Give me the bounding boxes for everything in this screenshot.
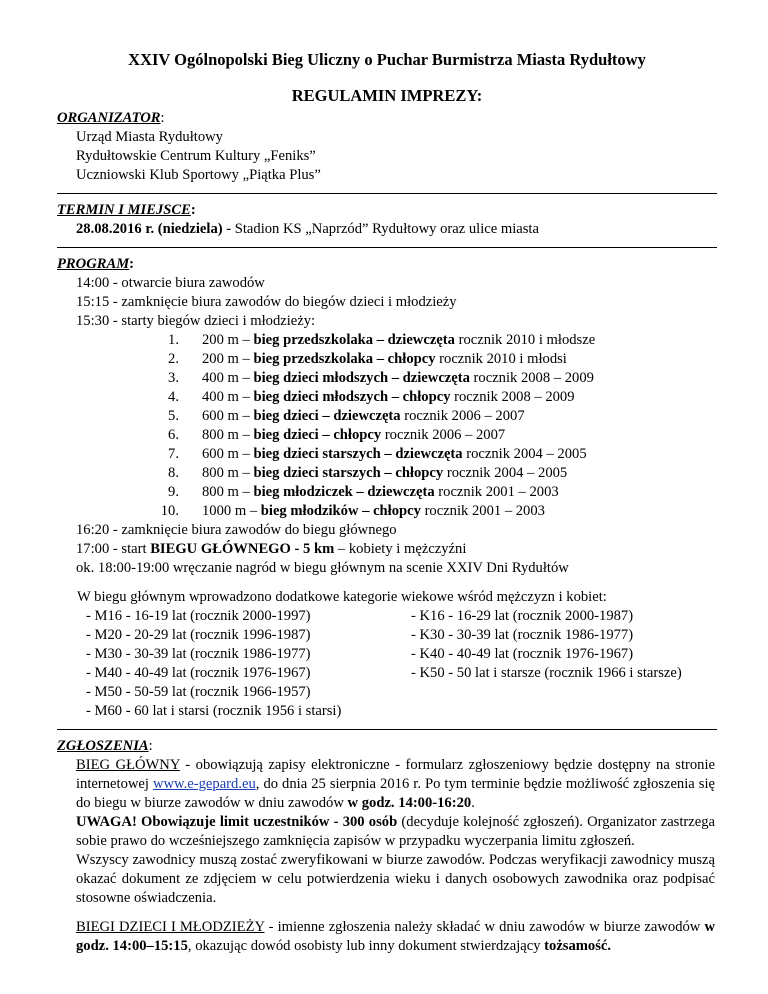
race-item: 1. 200 m – bieg przedszkolaka – dziewczęta rocznik 2010 i młodsze <box>168 332 596 348</box>
category-item: - K50 - 50 lat i starsze (rocznik 1966 i starsze) <box>411 665 682 681</box>
category-item: - K30 - 30-39 lat (rocznik 1986-1977) <box>411 627 634 643</box>
program-heading: PROGRAM: <box>57 256 135 272</box>
category-item: - M60 - 60 lat i starsi (rocznik 1956 i starsi) <box>86 703 342 719</box>
organizer-item: Uczniowski Klub Sportowy „Piątka Plus” <box>76 167 321 183</box>
category-item: - M20 - 20-29 lat (rocznik 1996-1987) <box>86 627 311 643</box>
event-place: Stadion KS „Naprzód” Rydułtowy oraz ulice miasta <box>231 221 539 237</box>
category-item: - M16 - 16-19 lat (rocznik 2000-1997) <box>86 608 311 624</box>
event-date: 28.08.2016 r. (niedziela) - <box>76 221 232 237</box>
race-item: 5. 600 m – bieg dzieci – dziewczęta rocznik 2006 – 2007 <box>168 408 525 424</box>
organizer-heading: ORGANIZATOR: <box>57 110 165 126</box>
program-line: 14:00 - otwarcie biura zawodów <box>76 275 265 291</box>
verification-note: Wszyscy zawodnicy muszą zostać zweryfikowani w biurze zawodów. Podczas weryfikacji zawodnicy muszą okazać dokument ze zdjęciem w celu potwierdzenia wieku i danych osobowych zawodnika oraz podpisać stosowne oświadczenia. <box>76 852 715 906</box>
race-item: 4. 400 m – bieg dzieci młodszych – chłopcy rocznik 2008 – 2009 <box>168 389 575 405</box>
program-line: 15:30 - starty biegów dzieci i młodzieży: <box>76 313 316 329</box>
categories-intro: W biegu głównym wprowadzono dodatkowe kategorie wiekowe wśród mężczyzn i kobiet: <box>77 589 607 605</box>
termin-details <box>57 220 717 239</box>
category-item: - K40 - 40-49 lat (rocznik 1976-1967) <box>411 646 634 662</box>
program-line: 17:00 - start BIEGU GŁÓWNEGO - 5 km – kobiety i mężczyźni <box>76 541 467 557</box>
document-subtitle: REGULAMIN IMPREZY: <box>291 86 483 105</box>
organizer-item: Urząd Miasta Rydułtowy <box>76 129 223 145</box>
men-categories <box>77 607 386 721</box>
race-item: 9. 800 m – bieg młodziczek – dziewczęta rocznik 2001 – 2003 <box>168 484 559 500</box>
registration-heading: ZGŁOSZENIA: <box>57 738 153 754</box>
program-section <box>57 247 717 721</box>
race-item: 6. 800 m – bieg dzieci – chłopcy rocznik 2006 – 2007 <box>168 427 506 443</box>
participant-limit-note: UWAGA! Obowiązuje limit uczestników - 300 osób (decyduje kolejność zgłoszeń). Organizator zastrzega sobie prawo do wcześniejszego zamknięcia zapisów w przypadku wyczerpania limitu zgłoszeń. <box>76 814 715 849</box>
termin-heading: TERMIN I MIEJSCE: <box>57 202 196 218</box>
race-item: 7. 600 m – bieg dzieci starszych – dziewczęta rocznik 2004 – 2005 <box>168 446 587 462</box>
program-line: ok. 18:00-19:00 wręczanie nagród w biegu głównym na scenie XXIV Dni Rydułtów <box>76 560 569 576</box>
race-item: 8. 800 m – bieg dzieci starszych – chłopcy rocznik 2004 – 2005 <box>168 465 568 481</box>
main-race-registration: BIEG GŁÓWNY - obowiązują zapisy elektroniczne - formularz zgłoszeniowy będzie dostępny na stronie internetowej www.e-gepard.eu, do dnia 25 sierpnia 2016 r. Po tym terminie będzie możliwość zgłoszenia się do biegu w biurze zawodów w dniu zawodów w godz. 14:00-16:20. <box>76 757 715 811</box>
document-page <box>57 50 717 956</box>
race-item: 2. 200 m – bieg przedszkolaka – chłopcy rocznik 2010 i młodsi <box>168 351 567 367</box>
termin-section <box>57 193 717 239</box>
kids-registration: BIEGI DZIECI I MŁODZIEŻY - imienne zgłoszenia należy składać w dniu zawodów w biurze zawodów w godz. 14:00–15:15, okazując dowód osobisty lub inny dokument stwierdzający tożsamość. <box>76 919 715 954</box>
race-item: 10. 1000 m – bieg młodzików – chłopcy rocznik 2001 – 2003 <box>160 503 545 519</box>
women-categories <box>386 607 682 721</box>
program-line: 16:20 - zamknięcie biura zawodów do biegu głównego <box>76 522 397 538</box>
category-item: - M40 - 40-49 lat (rocznik 1976-1967) <box>86 665 311 681</box>
race-item: 3. 400 m – bieg dzieci młodszych – dziewczęta rocznik 2008 – 2009 <box>168 370 594 386</box>
age-categories <box>57 588 717 721</box>
category-item: - K16 - 16-29 lat (rocznik 2000-1987) <box>411 608 634 624</box>
document-title: XXIV Ogólnopolski Bieg Uliczny o Puchar Burmistrza Miasta Rydułtowy <box>128 50 646 69</box>
category-item: - M30 - 30-39 lat (rocznik 1986-1977) <box>86 646 311 662</box>
race-list <box>57 331 717 521</box>
organizer-section <box>57 109 717 185</box>
category-item: - M50 - 50-59 lat (rocznik 1966-1957) <box>86 684 311 700</box>
registration-link[interactable]: www.e-gepard.eu <box>152 776 256 792</box>
program-line: 15:15 - zamknięcie biura zawodów do biegów dzieci i młodzieży <box>76 294 457 310</box>
organizer-item: Rydułtowskie Centrum Kultury „Feniks” <box>76 148 316 164</box>
registration-section <box>57 729 717 956</box>
